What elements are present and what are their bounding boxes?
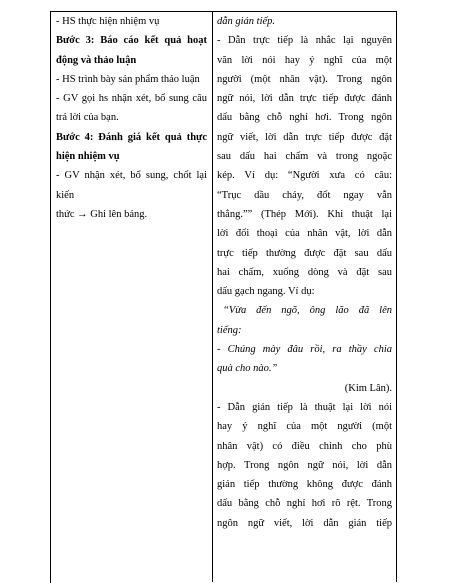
right-column-text-line: hai chấm, xuống dòng và đặt sau (217, 266, 392, 278)
right-column-text-line: dấu bằng chỗ nghỉ hơi. Trong ngôn (217, 112, 392, 124)
right-column-text-line: lời đối thoại của nhân vật, lời dẫn (217, 228, 392, 240)
table-right-border (396, 11, 397, 582)
teacher-activity-column (56, 12, 207, 224)
right-column-text-line: “Trục dầu cháy, đốt ngay vẫn (217, 189, 392, 201)
right-column-text-line: ngữ nói, lời dẫn trực tiếp được đánh (217, 93, 392, 105)
left-column-text-line: hiện nhiệm vụ (56, 151, 120, 163)
left-column-text-line: - GV nhận xét, bổ sung, chốt lại kiến (56, 170, 207, 201)
right-column-text-line: nhân vật) có điều chỉnh cho phù (217, 440, 392, 452)
right-column-text-line: (Kim Lân). (344, 382, 392, 394)
right-column-text-line: văn lời nói hay ý nghĩ của một (217, 54, 392, 66)
right-column-text-line: dấu bằng chỗ nghỉ hơi rõ rệt. Trong (217, 498, 392, 510)
left-column-text-line: động và thảo luận (56, 54, 137, 66)
left-column-text-line: - HS thực hiện nhiệm vụ (56, 16, 160, 27)
right-column-text-line: sau dấu hai chấm và trong ngoặc (217, 151, 392, 163)
right-column-text-line: dấu gạch ngang. Ví dụ: (217, 286, 315, 298)
right-column-text-line: - Dẫn gián tiếp là thuật lại lời nói (217, 401, 392, 413)
right-column-text-line: - Chúng mày đâu rồi, ra thầy chia (217, 344, 392, 356)
right-column-text-line: kép. Ví dụ: “Người xưa có câu: (217, 170, 392, 182)
left-column-text-line: - HS trình bày sản phẩm thảo luận (56, 73, 200, 85)
column-divider (212, 11, 213, 582)
left-column-text-line: trả lời của bạn. (56, 112, 119, 124)
right-column-text-line: tiếng: (217, 324, 242, 336)
right-column-text-line: thẳng.”” (Thép Mới). Khi thuật lại (217, 208, 392, 220)
right-column-text-line: trực tiếp thường được đặt sau dấu (217, 247, 392, 259)
right-column-text-line: gián tiếp thường không được đánh (217, 479, 392, 491)
right-column-text-line: - Dẫn trực tiếp là nhắc lại nguyên (217, 35, 392, 47)
right-column-text-line: người (một nhân vật). Trong ngôn (217, 73, 392, 85)
content-column (217, 12, 392, 533)
right-column-text-line: dẫn gián tiếp. (217, 16, 276, 27)
left-column-text-line: Bước 3: Báo cáo kết quả hoạt (56, 35, 207, 47)
left-column-text-line: thức → Ghi lên bảng. (56, 208, 148, 220)
right-column-text-line: quà cho nào.” (217, 363, 278, 375)
right-column-text-line: ngôn ngữ viết, lời dẫn gián tiếp (217, 517, 392, 529)
right-column-text-line: hợp. Trong ngôn ngữ nói, lời dẫn (217, 459, 392, 471)
right-column-text-line: ngữ viết, lời dẫn trực tiếp được đặt (217, 131, 392, 143)
left-column-text-line: - GV gọi hs nhận xét, bổ sung câu (56, 93, 207, 105)
right-column-text-line: hay ý nghĩ của một người (một (217, 421, 392, 433)
left-column-text-line: Bước 4: Đánh giá kết quả thực (56, 131, 207, 143)
right-column-text-line: “Vừa đến ngõ, ông lão đã lên (223, 305, 392, 317)
